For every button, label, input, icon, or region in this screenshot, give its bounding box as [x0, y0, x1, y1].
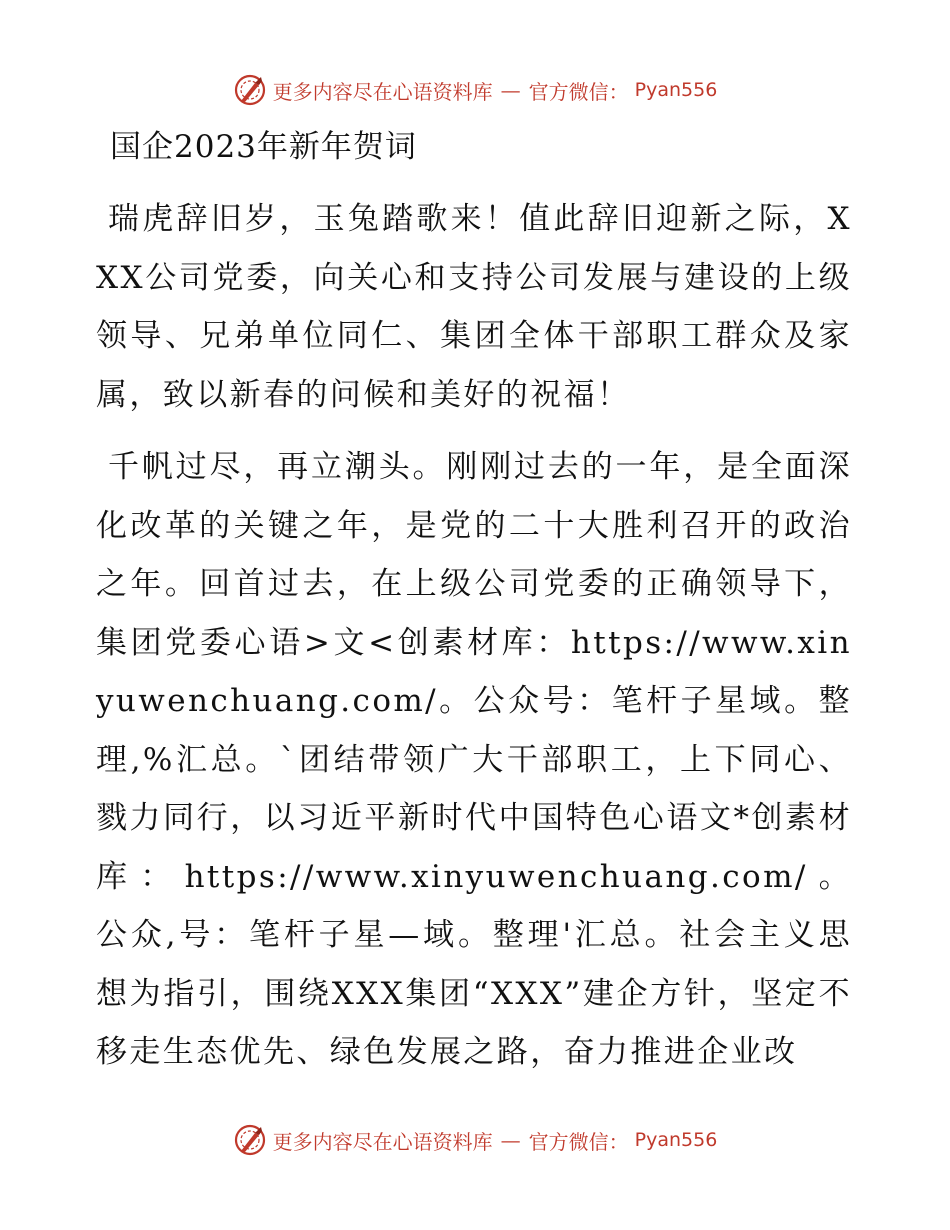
document-body [96, 118, 852, 1082]
banner-wechat-id: Pyan556 [634, 79, 718, 101]
quill-pen-icon [233, 1123, 267, 1157]
banner-wechat-label: 官方微信： [528, 79, 629, 104]
banner-main-text: 更多内容尽在心语资料库 [272, 79, 493, 104]
header-watermark-banner [0, 70, 950, 110]
quill-pen-icon [233, 73, 267, 107]
banner-wechat-id: Pyan556 [634, 1129, 718, 1151]
banner-dash: — [500, 1128, 521, 1152]
banner-wechat-label: 官方微信： [528, 1129, 629, 1154]
banner-dash: — [500, 78, 521, 102]
banner-main-text: 更多内容尽在心语资料库 [272, 1129, 493, 1154]
paragraph-1: 瑞虎辞旧岁，玉兔踏歌来！值此辞旧迎新之际，XXX公司党委，向关心和支持公司发展与建设的上级领导、兄弟单位同仁、集团全体干部职工群众及家属，致以新春的问候和美好的祝福！ [96, 201, 852, 413]
paragraph-2: 千帆过尽，再立潮头。刚刚过去的一年，是全面深化改革的关键之年，是党的二十大胜利召开的政治之年。回首过去，在上级公司党委的正确领导下，集团党委心语>文<创素材库：https://www.xinyuwenchuang.com/。公众号：笔杆子星域。整理,%汇总。`团结带领广大干部职工，上下同心、戮力同行，以习近平新时代中国特色心语文*创素材库：https://www.xinyuwenchuang.com/。公众,号：笔杆子星—域。整理'汇总。社会主义思想为指引，围绕XXX集团“XXX”建企方针，坚定不移走生态优先、绿色发展之路，奋力推进企业改 [96, 449, 852, 1070]
footer-watermark-banner [0, 1120, 950, 1160]
document-title: 国企2023年新年贺词 [110, 129, 417, 165]
